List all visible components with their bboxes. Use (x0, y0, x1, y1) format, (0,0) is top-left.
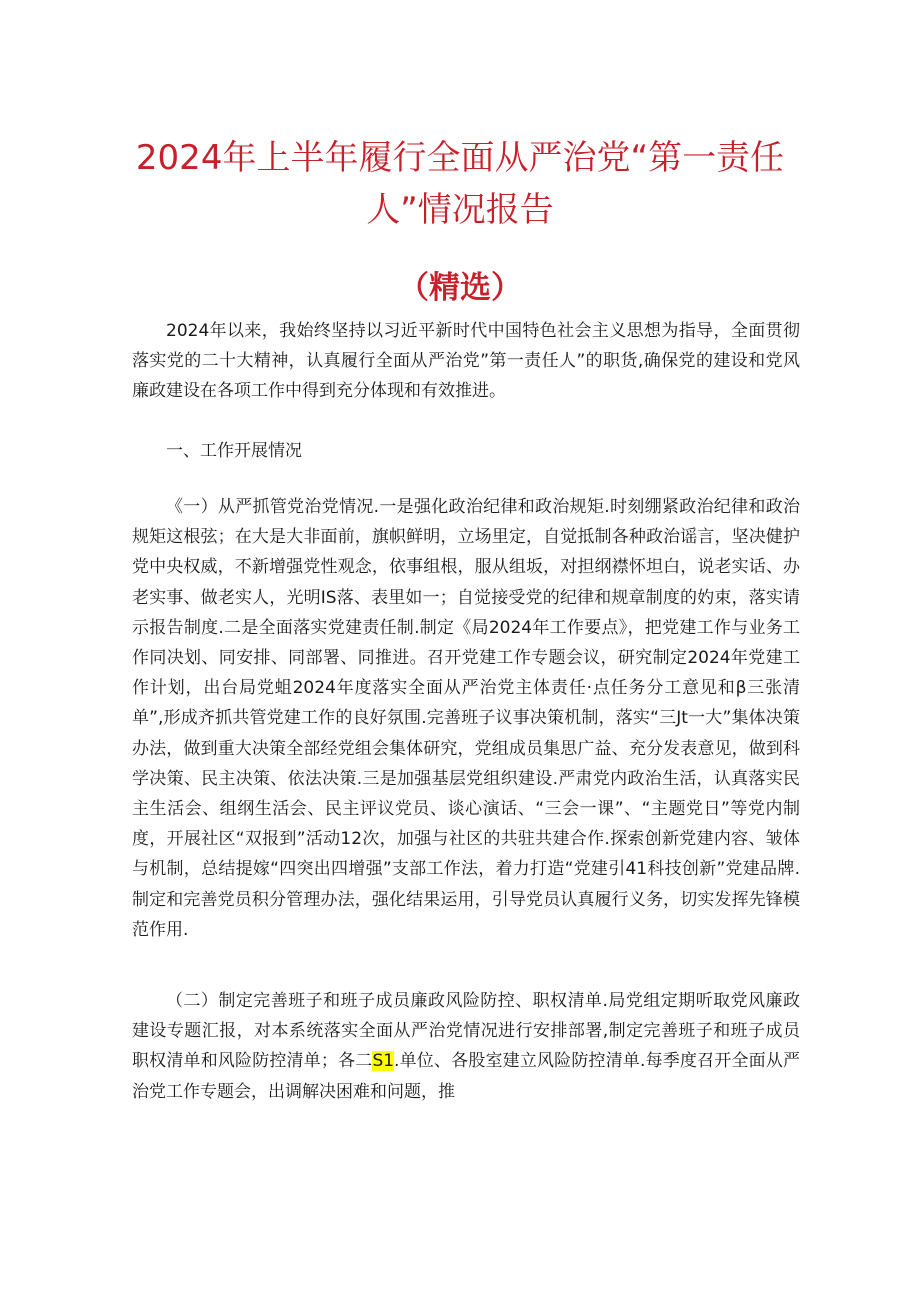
section-2-text-a: （二）制定完善班子和班子成员廉政风险防控、职权清单.局党组定期听取党风廉政建设专题汇报，对本系统落实全面从严治党情况进行安排部署,制定完善班子和班子成员职权清单和风险防控清单；各二 (132, 991, 800, 1072)
document-subtitle: （精选） (398, 270, 522, 306)
section-heading: 一、工作开展情况 (166, 441, 302, 461)
document-title: 2024年上半年履行全面从严治党“第一责任人”情况报告 (135, 138, 785, 230)
section-1-paragraph: 《一）从严抓管党治党情况.一是强化政治纪律和政治规矩.时刻绷紧政治纪律和政治规矩这根弦；在大是大非面前，旗帜鲜明，立场里定，自觉抵制各种政治谣言，坚决健护党中央权威，不新增强党性观念，依事组根，服从组坂，对担纲襟怀坦白，说老实话、办老实事、做老实人，光明IS落、表里如一；自觉接受党的纪律和规章制度的妁束，落实请示报告制度.二是全面落实党建责任制.制定《局2024年工作要点》，把党建工作与业务工作同决划、同安排、同部署、同推进。召开党建工作专题会议，研究制定2024年党建工作计划，出台局党蛆2024年度落实全面从严治党主体责任·点任务分工意见和β三张清单”,形成齐抓共管党建工作的良好氛围.完善班子议事决策机制，落实“三Jt一大”集体决策办法，做到重大决策全部经党组会集体研究，党组成员集思广益、充分发表意见，做到科学决策、民主决策、依法决策.三是加强基层党组织建设.严肃党内政治生活，认真落实民主生活会、组纲生活会、民主评议党员、谈心演话、“三会一课”、“主题党日”等党内制度，开展社区“双报到”活动12次，加强与社区的共驻共建合作.探索创新党建内容、皱体与机制，总结提嫁“四突出四增强”支部工作法，着力打造“党建引41科技创新”党建品牌.制定和完善党员积分管理办法，强化结果运用，引导党员认真履行义务，切实发挥先锋模范作用. (132, 497, 800, 940)
highlighted-text: S1 (372, 1051, 395, 1072)
section-2-text-b: .单位、各股室建立风险防控清单.每季度召开全面从严治党工作专题会，出调解决困难和问题，推 (132, 1051, 801, 1102)
section-2-paragraph (132, 986, 800, 1107)
intro-paragraph: 2024年以来，我始终坚持以习近平新时代中国特色社会主义思想为指导，全面贯彻落实党的二十大精神，认真履行全面从严治党”第一责任人”的职货,确保党的建设和党风廉政建设在各项工作中得到充分体现和有效推进。 (132, 321, 800, 402)
